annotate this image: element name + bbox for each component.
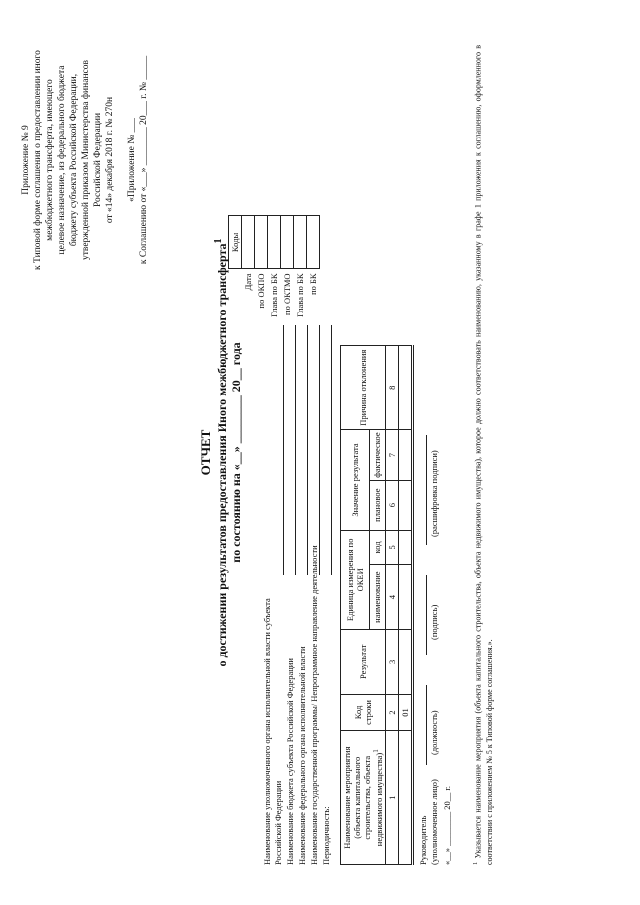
table-cell [398,565,412,630]
code-label: Глава по БК [295,273,305,317]
code-label: Дата [243,273,253,291]
col-number: 4 [385,565,398,630]
table-cell [398,530,412,565]
code-cell [281,216,294,269]
report-subtitle-text: о достижении результатов предоставления Иного межбюджетного трансферта [215,243,229,667]
field-periodicity-line [331,325,332,575]
field-budget-line [295,325,296,575]
report-date-line: по состоянию на «__» ________ 20__ года [229,342,243,563]
field-authority-label: Наименование уполномоченного органа исполнительной власти субъекта [262,598,272,865]
decode-line [426,435,427,545]
code-cell [255,216,268,269]
field-budget-label: Наименование бюджета субъекта Российской Федерации [285,658,295,865]
field-program-line [319,325,320,575]
table-cell [398,480,412,530]
appendix-line: от «14» декабря 2018 г. № 270н [105,96,115,224]
position-caption: (должность) [429,710,439,755]
field-program-label: Наименование государственной программы/ Непрограммное направление деятельности [309,545,319,865]
appendix-header [20,15,150,305]
table-cell [398,731,412,865]
header-value: Значение результата [341,430,370,530]
footnote-mark: 1 [372,749,380,753]
header-okei-name: наименование [369,565,385,630]
sign-caption: (подпись) [429,604,439,640]
header-code: Код строки [341,694,386,731]
appendix-line: к Типовой форме соглашения о предоставлении иного [33,50,43,270]
footnote-text: Указывается наименование мероприятия (объекта капитального строительства, объекта недвижимого имущества), которое должно соответствовать наименованию, указанному в графе 1 приложения к соглашению, оформленного в соответствии с приложением № 5 к Типовой форме соглашения.». [473,44,494,865]
agreement-appendix-ref: «Приложение № ___ [127,118,137,202]
footnote-mark: 1 [213,238,224,244]
field-authority-label-cont: Российской Федерации [273,780,283,865]
field-authority-line [283,325,284,575]
code-label: Глава по БК [269,273,279,317]
appendix-line: Российской Федерации [93,112,103,208]
col-number: 6 [385,480,398,530]
col-number: 5 [385,530,398,565]
row-code-cell: 01 [398,694,412,731]
appendix-line: бюджету субъекта Российской Федерации, [69,73,79,247]
decode-caption: (расшифровка подписи) [429,450,439,537]
signature-head-label-cont: (уполномоченное лицо) [429,779,439,865]
col-number: 8 [385,346,398,430]
sign-line [426,575,427,655]
signature-date: «__» ________ 20__ г. [442,785,452,865]
results-table [340,345,414,865]
report-title: ОТЧЕТ [198,429,213,476]
code-cell [268,216,281,269]
table-cell [398,630,412,695]
header-result: Результат [341,630,386,695]
header-okei-code: код [369,530,385,565]
footnote [470,45,495,865]
table-cell [398,346,412,430]
footnote-number: 1 [472,861,479,865]
codes-header: Коды [229,216,242,269]
col-number: 7 [385,430,398,480]
code-label: по ОКПО [256,273,266,309]
header-okei: Единица измерения по ОКЕИ [341,530,370,629]
col-number: 2 [385,694,398,731]
code-cell [294,216,307,269]
header-fact: фактическое [369,430,385,480]
appendix-line: утвержденной приказом Министерства финансов [81,60,91,260]
position-line [426,685,427,765]
header-name-text: Наименование мероприятия (объекта капитального строительства, объекта недвижимого имущества) [342,746,384,849]
appendix-line: Приложение № 9 [21,125,31,195]
report-subtitle [213,120,230,785]
field-federal-body-line [307,325,308,575]
code-cell [307,216,320,269]
field-federal-body-label: Наименование федерального органа исполнительной власти [297,646,307,865]
header-plan: плановое [369,480,385,530]
field-periodicity-label: Периодичность: [321,806,331,865]
code-label: по БК [308,273,318,295]
header-reason: Причина отклонения [341,346,386,430]
col-number: 1 [385,731,398,865]
appendix-line: межбюджетного трансферта, имеющего [45,79,55,241]
appendix-line: целевое назначение, из федерального бюджета [57,65,67,255]
col-number: 3 [385,630,398,695]
code-label: по ОКТМО [282,273,292,315]
header-name [341,731,386,865]
agreement-ref: к Соглашению от «___» ________ 20___ г. № _____ [139,55,149,265]
table-cell [398,430,412,480]
signature-head-label: Руководитель [418,815,428,865]
